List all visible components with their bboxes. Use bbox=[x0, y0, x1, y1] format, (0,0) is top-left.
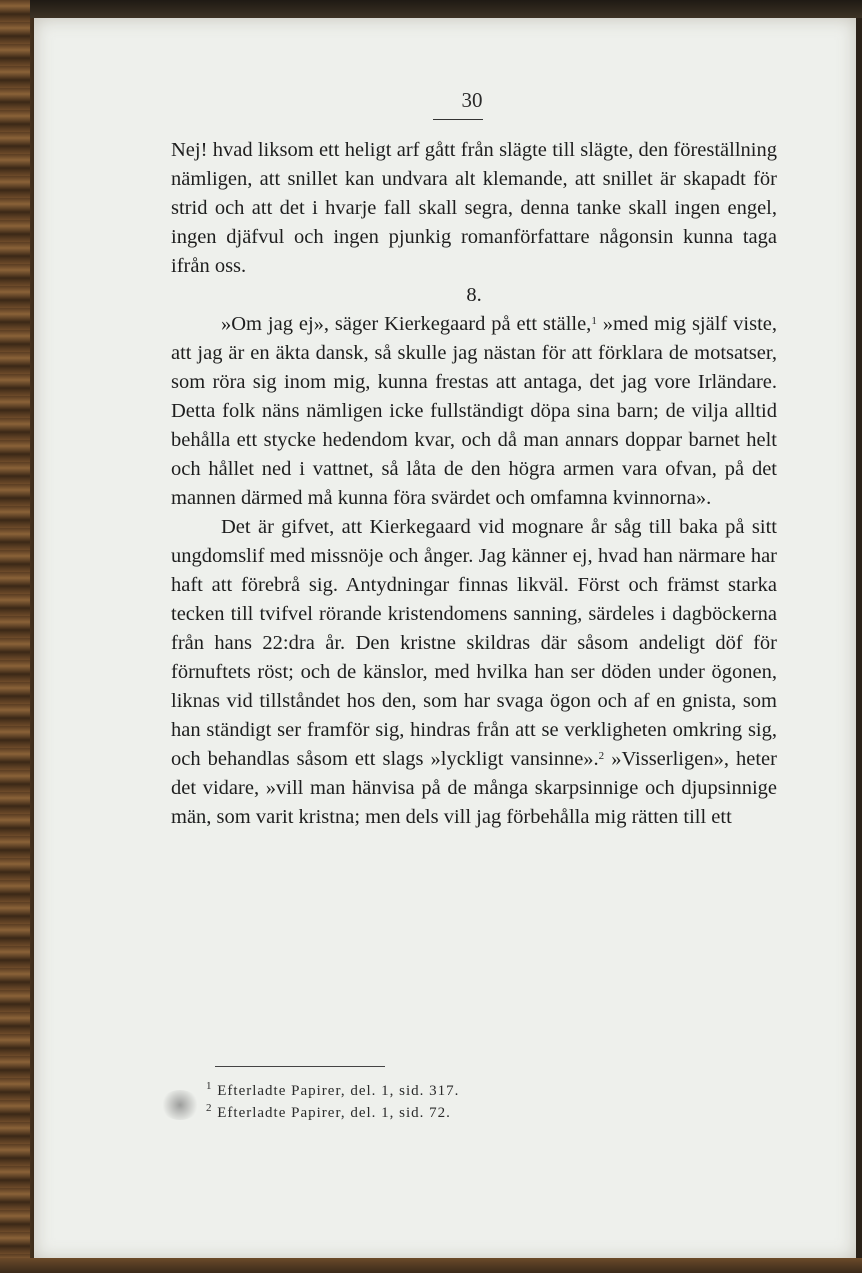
cover-top-edge bbox=[0, 0, 862, 18]
body-text bbox=[171, 136, 777, 832]
footnote-ref-1: 1 bbox=[591, 315, 597, 327]
section-number: 8. bbox=[466, 284, 482, 306]
page-number-rule bbox=[433, 119, 483, 120]
cover-bottom-edge bbox=[0, 1258, 862, 1273]
footnote-1 bbox=[206, 1080, 626, 1102]
ink-stain bbox=[160, 1090, 200, 1120]
paragraph-1: Nej! hvad liksom ett heligt arf gått från slägte till slägte, den föreställning nämligen, att snillet kan undvara alt klemande, att snillet är skapadt för strid och att det i hvarje fall skall segra, denna tanke skall ingen engel, ingen djäfvul och ingen pjunkig romanförfattare någonsin kunna taga ifrån oss. bbox=[171, 139, 777, 277]
footnote-rule bbox=[215, 1066, 385, 1067]
paragraph-3-text-a: Det är gifvet, att Kierkegaard vid mognare år såg till baka på sitt ungdomslif med missnöje och ånger. Jag känner ej, hvad han närmare har haft att förebrå sig. Antydningar finnas likväl. Först och främst starka tecken till tvifvel rörande kristendomens sanning, särdeles i dagböckerna från hans 22:dra år. Den kristne skildras där såsom andeligt döf för förnuftets röst; och de känslor, med hvilka han ser döden under ögonen, liknas vid tillståndet hos den, som har svaga ögon och af en gnista, som han ständigt ser framför sig, hindras från att se verkligheten omkring sig, och behandlas såsom ett slags »lyckligt vansinne». bbox=[171, 516, 777, 770]
book-spine bbox=[0, 0, 30, 1273]
footnote-2-ref: 2 bbox=[206, 1102, 213, 1114]
footnote-1-ref: 1 bbox=[206, 1080, 213, 1092]
page-number: 30 bbox=[461, 88, 483, 112]
paragraph-2-text-b: »med mig själf viste, att jag är en äkta dansk, så skulle jag nästan för att förklara de motsatser, som röra sig inom mig, kunna frestas att antaga, det jag vore Irländare. Detta folk näns nämligen icke fullständigt döpa sina barn; de vilja alltid behålla ett stycke hedendom kvar, och då man annars doppar barnet helt och hållet ned i vattnet, så låta de den högra armen vara ofvan, på det mannen därmed må kunna föra svärdet och omfamna kvinnorna». bbox=[171, 313, 777, 509]
paragraph-3 bbox=[171, 513, 777, 832]
paragraph-2-text-a: »Om jag ej», säger Kierkegaard på ett ställe, bbox=[221, 313, 592, 335]
footnotes bbox=[206, 1080, 626, 1124]
footnote-1-text: Efterladte Papirer, del. 1, sid. 317. bbox=[217, 1083, 460, 1099]
footnote-2 bbox=[206, 1102, 626, 1124]
paragraph-3-text-b: »Visserligen», heter det vidare, »vill man hänvisa på de många skarpsinnige och djupsinnige män, som varit kristna; men dels vill jag förbehålla mig rätten till ett bbox=[171, 748, 777, 828]
footnote-2-text: Efterladte Papirer, del. 1, sid. 72. bbox=[217, 1105, 451, 1121]
footnote-ref-2: 2 bbox=[598, 750, 605, 762]
paragraph-2 bbox=[171, 310, 777, 513]
page-right-edge bbox=[856, 18, 862, 1260]
